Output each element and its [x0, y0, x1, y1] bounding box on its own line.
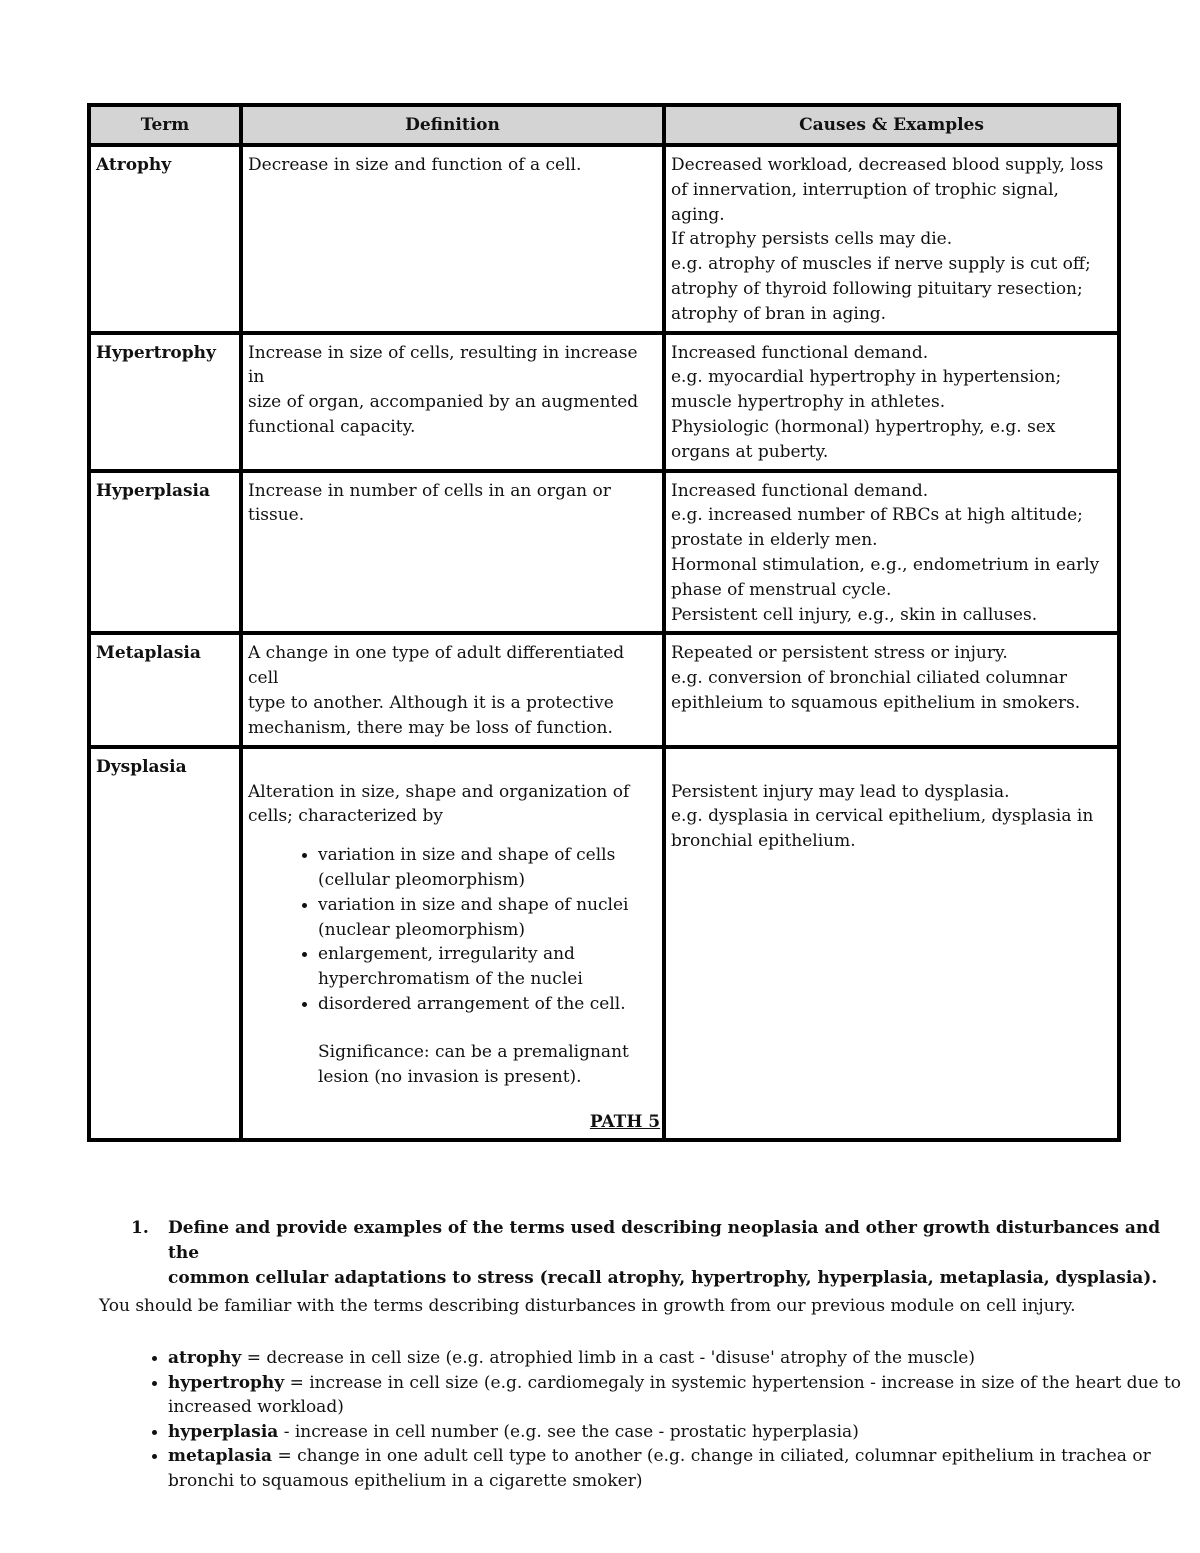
dysplasia-features-list [248, 843, 657, 1017]
definition-cell [241, 333, 664, 471]
list-item [318, 843, 657, 893]
list-item [168, 1371, 1198, 1420]
bullet-text: = change in one adult cell type to another (e.g. change in ciliated, columnar epithelium in trachea or bronchi to squamous epithelium in a cigarette smoker) [168, 1446, 1151, 1491]
definition-line: type to another. Although it is a protective [248, 692, 614, 713]
causes-line: atrophy of thyroid following pituitary resection; [671, 278, 1083, 299]
causes-line: aging. [671, 204, 725, 225]
causes-line: Persistent injury may lead to dysplasia. [671, 781, 1010, 802]
table-row-hyperplasia [89, 471, 1119, 634]
list-item [318, 893, 657, 943]
causes-line: atrophy of bran in aging. [671, 303, 887, 324]
causes-line: e.g. dysplasia in cervical epithelium, dysplasia in [671, 806, 1094, 827]
section-title: PATH 5 [589, 1112, 661, 1132]
definition-line: size of organ, accompanied by an augmented [248, 392, 639, 413]
definition-line: A change in one type of adult differentiated cell [248, 643, 625, 689]
causes-cell [664, 747, 1119, 1140]
intro-paragraph: You should be familiar with the terms describing disturbances in growth from our previous module on cell injury. [99, 1296, 1076, 1316]
table-row-metaplasia [89, 633, 1119, 746]
definition-line: Increase in size of cells, resulting in increase in [248, 342, 638, 388]
causes-line: prostate in elderly men. [671, 530, 878, 551]
definition-line: tissue. [248, 505, 305, 526]
definition-cell [241, 471, 664, 634]
causes-line: bronchial epithelium. [671, 831, 856, 852]
question-number: 1. [131, 1218, 149, 1238]
term-cell: Hypertrophy [89, 333, 241, 471]
causes-line: Increased functional demand. [671, 480, 929, 501]
list-item-line: • variation in size and shape of cells [318, 845, 616, 866]
bullet-term: atrophy [168, 1348, 242, 1368]
list-item [318, 942, 657, 992]
terms-bullet-list [131, 1346, 1198, 1494]
term-cell: Hyperplasia [89, 471, 241, 634]
definition-cell: Decrease in size and function of a cell. [241, 145, 664, 333]
bullet-term: hyperplasia [168, 1421, 279, 1442]
significance-line: lesion (no invasion is present). [318, 1066, 582, 1087]
causes-line: e.g. myocardial hypertrophy in hypertension; [671, 367, 1062, 388]
causes-line: Increased functional demand. [671, 342, 929, 363]
definition-line: functional capacity. [248, 416, 416, 437]
definition-line: Increase in number of cells in an organ or [248, 480, 611, 501]
term-cell: Dysplasia [89, 747, 241, 1140]
bullet-text: = decrease in cell size (e.g. atrophied limb in a cast - 'disuse' atrophy of the muscle) [241, 1348, 975, 1368]
table-row-atrophy [89, 145, 1119, 333]
table-row-dysplasia [89, 747, 1119, 1140]
causes-cell [664, 633, 1119, 746]
causes-line: e.g. increased number of RBCs at high altitude; [671, 505, 1083, 526]
causes-line: If atrophy persists cells may die. [671, 229, 953, 250]
bullet-term: metaplasia [168, 1446, 273, 1467]
header-term: Term [89, 105, 241, 145]
list-item-line: (nuclear pleomorphism) [318, 919, 526, 940]
causes-line: e.g. conversion of bronchial ciliated columnar [671, 668, 1068, 689]
causes-line: Repeated or persistent stress or injury. [671, 643, 1008, 664]
causes-line: phase of menstrual cycle. [671, 579, 892, 600]
causes-line: epithleium to squamous epithelium in smokers. [671, 692, 1081, 713]
causes-line: e.g. atrophy of muscles if nerve supply is cut off; [671, 254, 1091, 275]
causes-line: Persistent cell injury, e.g., skin in calluses. [671, 604, 1038, 625]
question-line: Define and provide examples of the terms used describing neoplasia and other growth disturbances and the [168, 1218, 1161, 1263]
causes-line: of innervation, interruption of trophic signal, [671, 179, 1059, 200]
causes-line: Physiologic (hormonal) hypertrophy, e.g. sex [671, 416, 1056, 437]
list-item-line: • disordered arrangement of the cell. [318, 993, 626, 1014]
table-header-row [89, 105, 1119, 145]
question-1 [131, 1216, 1171, 1291]
bullet-text: - increase in cell number (e.g. see the case - prostatic hyperplasia) [278, 1421, 859, 1442]
list-item-line: (cellular pleomorphism) [318, 869, 525, 890]
definition-line: mechanism, there may be loss of function. [248, 717, 613, 738]
definition-cell [241, 747, 664, 1140]
causes-cell [664, 471, 1119, 634]
causes-line: Hormonal stimulation, e.g., endometrium in early [671, 554, 1100, 575]
causes-line: organs at puberty. [671, 441, 829, 462]
causes-line: Decreased workload, decreased blood supply, loss [671, 155, 1104, 175]
list-item-line: • variation in size and shape of nuclei [318, 894, 629, 915]
list-item-line: • enlargement, irregularity and [318, 944, 575, 965]
list-item [168, 1420, 1198, 1445]
question-line: common cellular adaptations to stress (recall atrophy, hypertrophy, hyperplasia, metaplasia, dysplasia). [168, 1268, 1158, 1288]
causes-cell [664, 333, 1119, 471]
header-definition: Definition [241, 105, 664, 145]
bullet-term: hypertrophy [168, 1372, 285, 1393]
term-cell: Metaplasia [89, 633, 241, 746]
significance-note [248, 1040, 657, 1090]
header-causes-examples: Causes & Examples [664, 105, 1119, 145]
significance-line: Significance: can be a premalignant [318, 1041, 629, 1062]
definition-cell [241, 633, 664, 746]
list-item [318, 992, 657, 1017]
growth-terms-table [87, 103, 1121, 1142]
causes-line: muscle hypertrophy in athletes. [671, 392, 946, 413]
list-item-line: hyperchromatism of the nuclei [318, 969, 583, 990]
bullet-text: = increase in cell size (e.g. cardiomegaly in systemic hypertension - increase in size of the heart due to increased workload) [168, 1372, 1182, 1418]
table-row-hypertrophy [89, 333, 1119, 471]
definition-line: Alteration in size, shape and organization of [248, 781, 630, 802]
definition-line: cells; characterized by [248, 806, 443, 827]
causes-cell [664, 145, 1119, 333]
term-cell: Atrophy [89, 145, 241, 333]
list-item [168, 1444, 1198, 1493]
list-item [168, 1346, 1198, 1371]
